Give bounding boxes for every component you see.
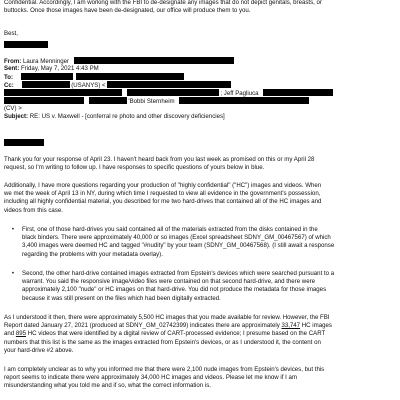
redaction-cc xyxy=(127,89,219,96)
cc-label: Cc: xyxy=(4,82,14,89)
redaction-cc xyxy=(22,81,70,88)
text-line: including all highly confidential material, you described for me two hard-drives that contained all of the HC images and xyxy=(4,198,322,206)
cc-text: (USANYS) < xyxy=(71,82,106,89)
text-line: your hard-drive #2 above. xyxy=(4,346,74,354)
text-line: report seems to indicate there were approximately 34,000 HC images and videos. Please let me know if I am xyxy=(4,374,297,382)
redaction-cc xyxy=(4,97,84,104)
from-value: Laura Menninger xyxy=(22,58,70,65)
redaction-signature xyxy=(4,41,48,48)
text-line: Thank you for your response of April 23. I haven't heard back from you last week as promised on this or my April 28 xyxy=(4,156,315,163)
from-row xyxy=(4,57,396,65)
redaction-cc xyxy=(107,81,231,88)
sent-value: Friday, May 7, 2021 4:43 PM xyxy=(20,65,99,72)
signoff: Best, xyxy=(4,30,18,37)
subject-row xyxy=(4,113,396,121)
underlined-number: 33,747 xyxy=(281,322,301,330)
text-line: because it was still present on the files which had been digitally extracted. xyxy=(22,294,221,302)
text-line: approximately 2,100 "nude" or HC images on that hard-drive. You did not produce the metadata for those images xyxy=(22,286,327,294)
body-paragraph-2 xyxy=(4,182,398,215)
bullet-item-1 xyxy=(4,226,398,259)
text-line: buttocks. Once those images have been de-designated, our office will produce them to you. xyxy=(4,7,251,15)
bullet-icon: • xyxy=(11,226,15,233)
text-line: regarding the problems with your metadata overlay). xyxy=(22,250,163,258)
cc-bobbi: 'Bobbi Sternheim xyxy=(128,98,175,105)
text-line: 3,400 images were deemed HC and tagged "#nudity" by your team (SDNY_GM_00467568). (I still await a response xyxy=(22,242,335,250)
text-line: Second, the other hard-drive contained images extracted from Epstein's devices which were searched pursuant to a xyxy=(22,270,335,277)
text-line: Confidential. Accordingly, I am working with the FBI to de-designate any images that do not depict genitals, breasts, or xyxy=(4,0,322,6)
text-line: we met the week of April 13 in NY, during which time I requested to view all evidence in the government's possession, xyxy=(4,190,321,198)
email-header xyxy=(4,57,396,121)
redaction-salutation xyxy=(4,139,44,146)
redaction-to xyxy=(21,73,73,80)
text-line: Additionally, I have more questions regarding your production of "highly confidential" ("HC") images and videos. When xyxy=(4,182,322,189)
text-line: First, one of those hard-drives you said contained all of the materials extracted from the disks contained in the xyxy=(22,226,318,233)
subject-value: RE: US v. Maxwell - [conferral re photo and other discovery deficiencies] xyxy=(29,113,225,120)
text-line: and 895 HC videos that were identified by a digital review of CART-processed evidence; I presume based on the CART xyxy=(4,330,326,338)
from-label: From: xyxy=(4,58,22,65)
cc-cv: (CV) > xyxy=(4,105,22,112)
to-label: To: xyxy=(4,74,14,81)
top-paragraph xyxy=(4,0,396,15)
text-line: warrant. You said the responsive image/video files were contained on that second hard-drive, and there were xyxy=(22,278,316,286)
text-line: black binders. There were approximately 40,000 or so images (Excel spreadsheet SDNY_GM_00467567) of which xyxy=(22,234,331,242)
sent-row xyxy=(4,65,396,73)
to-row xyxy=(4,73,396,81)
cc-row xyxy=(4,81,396,89)
body-paragraph-1 xyxy=(4,156,398,172)
underlined-number: 895 xyxy=(15,330,27,338)
redaction-cc xyxy=(179,97,309,104)
body-paragraph-3 xyxy=(4,314,398,355)
redaction-cc xyxy=(89,97,127,104)
redaction-cc xyxy=(263,89,333,96)
text-line: request, so I'm writing to follow up. I have responses to specific questions of yours below in blue. xyxy=(4,164,265,172)
redaction-cc xyxy=(4,89,122,96)
bullet-icon: • xyxy=(11,270,15,277)
sent-label: Sent: xyxy=(4,65,20,72)
body-paragraph-4 xyxy=(4,366,398,391)
text-line: I am completely unclear as to why you informed me that there were 2,100 nude images from Epstein's devices, but this xyxy=(4,366,325,373)
subject-label: Subject: xyxy=(4,113,29,120)
cc-row-3 xyxy=(4,97,396,105)
redaction-from-address xyxy=(74,57,234,64)
text-line: Report dated January 27, 2021 (produced at SDNY_GM_02742399) indicates there are approximately 33,747 HC images xyxy=(4,322,332,330)
cc-row-2 xyxy=(4,89,396,97)
redaction-to xyxy=(76,73,184,80)
text-line: numbers that this list is the same as the images extracted from Epstein's devices, or as I understood it, the content on xyxy=(4,338,321,346)
text-line: As I understood it then, there were approximately 5,500 HC images that you made available for review. However, the FBI xyxy=(4,314,330,321)
text-line: videos from this case. xyxy=(4,206,63,214)
cc-row-4 xyxy=(4,105,396,113)
bullet-item-2 xyxy=(4,270,398,303)
cc-jeff: ; Jeff Pagliuca xyxy=(220,90,259,97)
text-line: misunderstanding what you told me and if so, what the correct information is. xyxy=(4,382,211,390)
